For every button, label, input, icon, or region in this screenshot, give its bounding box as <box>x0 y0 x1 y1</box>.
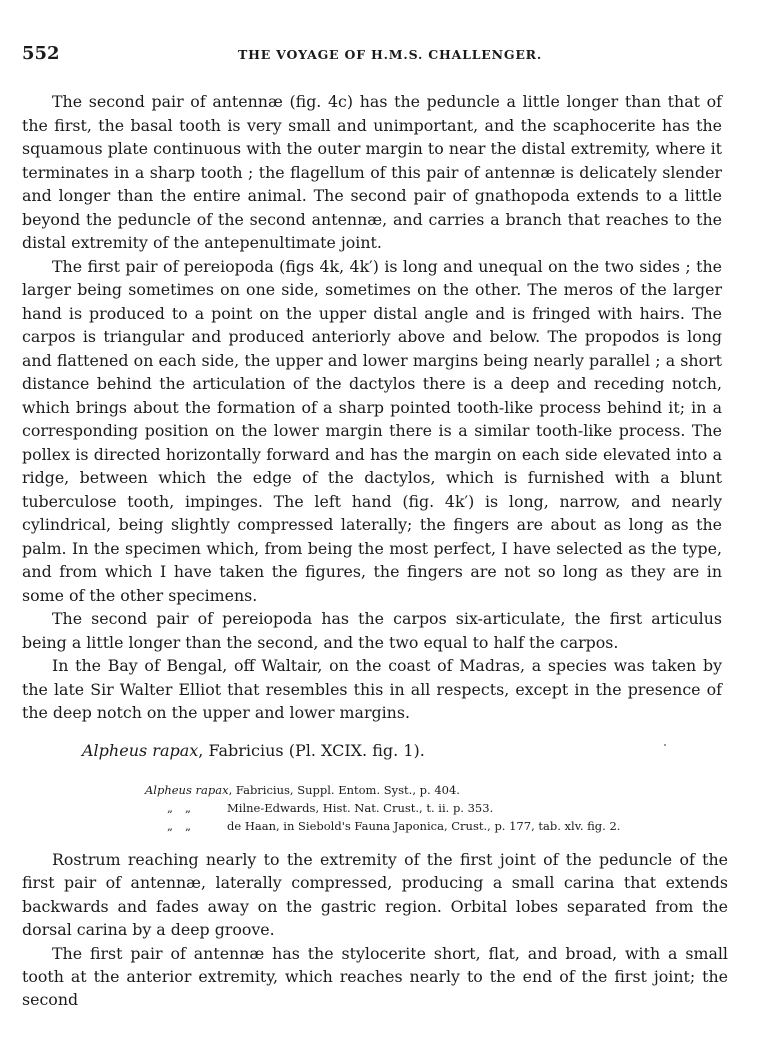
ditto-mark: „ <box>167 819 173 833</box>
paragraph: Rostrum reaching nearly to the extremity of the first joint of the peduncle of the first pair of antennæ, laterally compressed, producing a small carina that extends backwards and fades away on the gastric region. Orbital lobes separated from the dorsal carina by a deep groove. <box>22 850 728 940</box>
synonymy-entry <box>145 781 725 799</box>
description-section <box>22 848 728 1012</box>
ditto-mark: „ <box>167 801 173 815</box>
synonym-name: Alpheus rapax <box>145 783 229 797</box>
species-heading <box>82 740 722 762</box>
synonymy-entry <box>145 817 725 835</box>
synonymy-list <box>145 781 725 835</box>
page-number: 552 <box>22 43 60 64</box>
body-text-section <box>22 90 722 725</box>
paragraph: The first pair of antennæ has the stylocerite short, flat, and broad, with a small tooth at the anterior extremity, which reaches nearly to the end of the first joint; the second <box>22 943 728 1010</box>
paragraph: In the Bay of Bengal, off Waltair, on the coast of Madras, a species was taken by the late Sir Walter Elliot that resembles this in all respects, except in the presence of the deep notch on the upper and lower margins. <box>22 656 722 722</box>
paragraph: The first pair of pereiopoda (figs 4k, 4k′) is long and unequal on the two sides ; the larger being sometimes on one side, sometimes on the other. The meros of the larger hand is produced to a point on the upper distal angle and is fringed with hairs. The carpos is triangular and produced anteriorly above and below. The propodos is long and flattened on each side, the upper and lower margins being nearly parallel ; a short distance behind the articulation of the dactylos there is a deep and receding notch, which brings about the formation of a sharp pointed tooth-like process behind it; in a corresponding position on the lower margin there is a similar tooth-like process. The pollex is directed horizontally forward and has the margin on each side elevated into a ridge, between which the edge of the dactylos, which is furnished with a blunt tuberculose tooth, impinges. The left hand (fig. 4k′) is long, narrow, and nearly cylindrical, being slightly compressed laterally; the fingers are about as long as the palm. In the specimen which, from being the most perfect, I have selected as the type, and from which I have taken the figures, the fingers are not so long as they are in some of the other specimens. <box>22 256 722 605</box>
page-header <box>22 43 738 69</box>
ditto-mark: „ <box>185 801 191 815</box>
synonym-citation: Milne-Edwards, Hist. Nat. Crust., t. ii. p. 353. <box>227 801 494 815</box>
synonym-citation: , Fabricius, Suppl. Entom. Syst., p. 404. <box>228 783 460 797</box>
paragraph: The second pair of pereiopoda has the carpos six-articulate, the first articulus being a little longer than the second, and the two equal to half the carpos. <box>22 609 722 652</box>
species-name: Alpheus rapax <box>82 741 199 760</box>
synonym-citation: de Haan, in Siebold's Fauna Japonica, Crust., p. 177, tab. xlv. fig. 2. <box>227 819 621 833</box>
synonymy-entry <box>145 799 725 817</box>
ditto-mark: „ <box>185 819 191 833</box>
paragraph: The second pair of antennæ (fig. 4c) has the peduncle a little longer than that of the first, the basal tooth is very small and unimportant, and the scaphocerite has the squamous plate continuous with the outer margin to near the distal extremity, where it terminates in a sharp tooth ; the flagellum of this pair of antennæ is delicately slender and longer than the entire animal. The second pair of gnathopoda extends to a little beyond the peduncle of the second antennæ, and carries a branch that reaches to the distal extremity of the antepenultimate joint. <box>22 92 722 252</box>
species-authority: , Fabricius (Pl. XCIX. fig. 1). <box>198 741 425 760</box>
running-head: THE VOYAGE OF H.M.S. CHALLENGER. <box>237 47 543 62</box>
